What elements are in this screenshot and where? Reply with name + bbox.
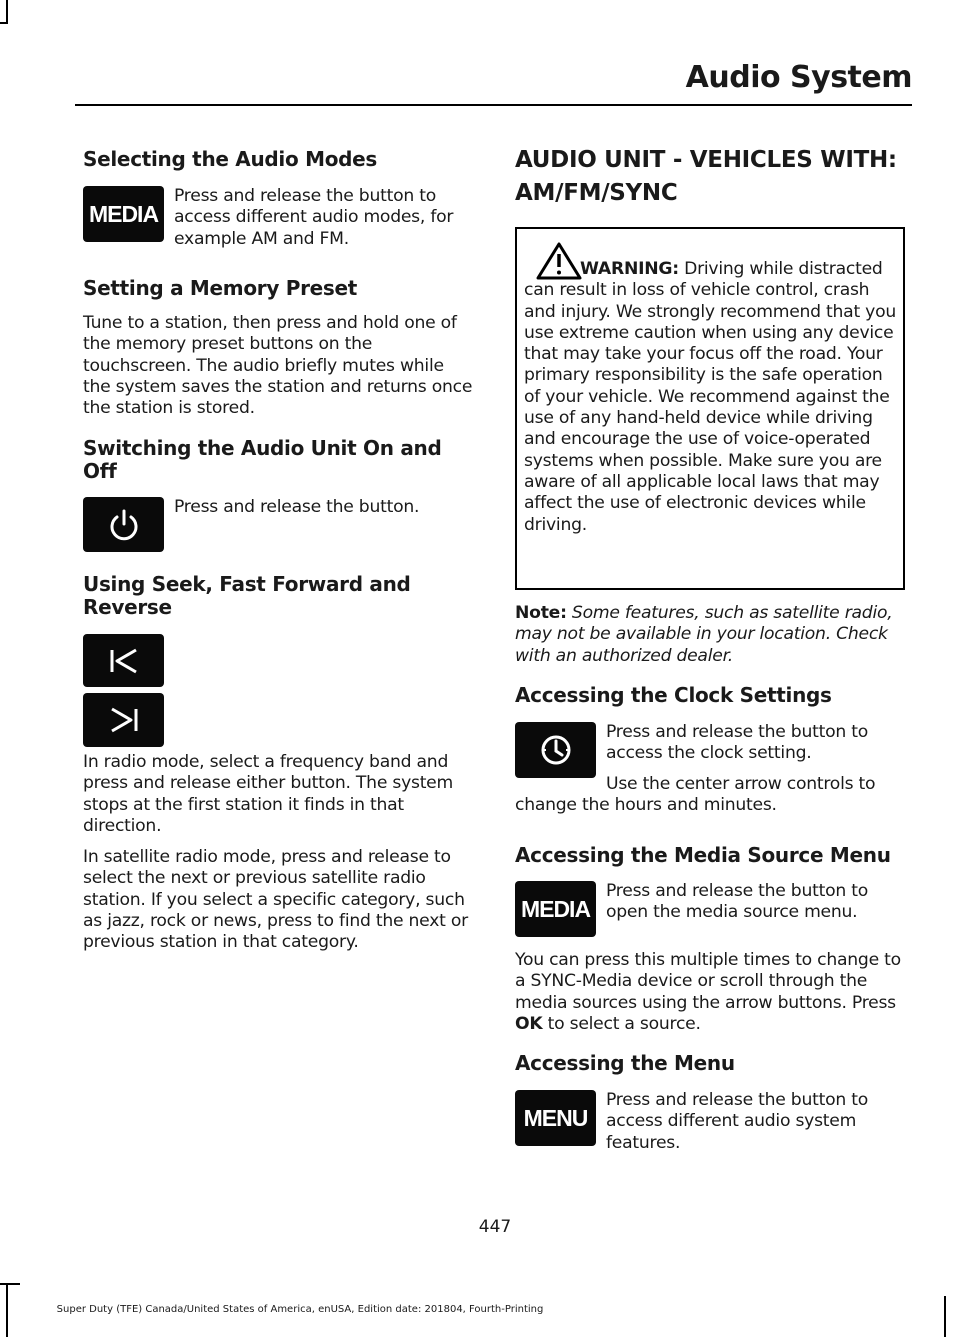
warning-label: WARNING: <box>580 259 679 279</box>
menu-icon <box>515 1090 596 1146</box>
crop-mark <box>6 0 8 22</box>
seek-back-icon <box>83 634 164 687</box>
seek-forward-icon <box>83 693 164 747</box>
section-heading-menu: Accessing the Menu <box>515 1051 735 1075</box>
crop-mark <box>0 22 8 24</box>
memory-preset-text: Tune to a station, then press and hold one of the memory preset buttons on the touchscreen. The audio briefly mutes while the system saves the station and returns once the station is stored. <box>83 313 473 419</box>
section-heading-audio-modes: Selecting the Audio Modes <box>83 147 378 171</box>
section-heading-seek: Using Seek, Fast Forward and Reverse <box>83 572 411 619</box>
media-source-text-2a: You can press this multiple times to change to a SYNC-Media device or scroll through the media sources using the arrow buttons. Press <box>515 950 901 1013</box>
crop-mark <box>0 1283 20 1285</box>
media-icon-label: MEDIA <box>520 895 591 922</box>
warning-text: Driving while distracted can result in loss of vehicle control, crash and injury. We strongly recommend that you use extreme caution when using any device that may take your focus off the road. Your primary responsibility is the safe operation of your vehicle. We recommend against the use of any hand-held device while driving and encourage the use of voice-operated systems when possible. Make sure you are aware of all applicable local laws that may affect the use of electronic devices while driving. <box>524 259 896 535</box>
media-source-text-2b: to select a source. <box>547 1013 701 1034</box>
footer-edition-text: Super Duty (TFE) Canada/United States of America, enUSA, Edition date: 201804, Fourth-Printing <box>56 1304 544 1315</box>
media-icon-label: MEDIA <box>88 200 159 227</box>
media-icon <box>83 186 164 242</box>
media-source-text-2 <box>515 950 907 1035</box>
clock-text-2: Use the center arrow controls to change the hours and minutes. <box>515 774 876 816</box>
seek-text-radio: In radio mode, select a frequency band and press and release either button. The system stops at the first station it finds in that direction. <box>83 752 454 836</box>
menu-icon-label: MENU <box>523 1104 588 1131</box>
power-text: Press and release the button. <box>174 497 420 517</box>
note-paragraph <box>515 603 907 667</box>
media-icon <box>515 881 596 937</box>
clock-text: Press and release the button to access the clock setting. <box>606 722 868 764</box>
header-divider <box>75 104 912 106</box>
audio-modes-text: Press and release the button to access different audio modes, for example AM and FM. <box>174 186 454 249</box>
media-source-text: Press and release the button to open the media source menu. <box>606 881 868 923</box>
main-heading-line2: AM/FM/SYNC <box>515 180 678 206</box>
warning-box <box>515 227 905 590</box>
section-heading-clock: Accessing the Clock Settings <box>515 683 832 707</box>
section-heading-media-source: Accessing the Media Source Menu <box>515 843 891 867</box>
note-text: Some features, such as satellite radio, may not be available in your location. Check with an authorized dealer. <box>515 603 893 666</box>
ok-label: OK <box>515 1013 543 1034</box>
clock-icon <box>515 722 596 778</box>
main-heading-line1: AUDIO UNIT - VEHICLES WITH: <box>515 147 897 173</box>
page-title: Audio System <box>685 60 912 95</box>
section-heading-memory-preset: Setting a Memory Preset <box>83 276 358 300</box>
section-heading-power: Switching the Audio Unit On and Off <box>83 436 442 483</box>
power-icon <box>83 497 164 552</box>
menu-text: Press and release the button to access different audio system features. <box>606 1090 868 1153</box>
note-label: Note: <box>515 603 567 623</box>
crop-mark <box>944 1296 946 1337</box>
seek-text-satellite: In satellite radio mode, press and release to select the next or previous satellite radio station. If you select a specific category, such as jazz, rock or news, press to find the next or previous station in that category. <box>83 847 468 953</box>
page-number: 447 <box>478 1217 512 1237</box>
warning-paragraph <box>524 259 900 536</box>
